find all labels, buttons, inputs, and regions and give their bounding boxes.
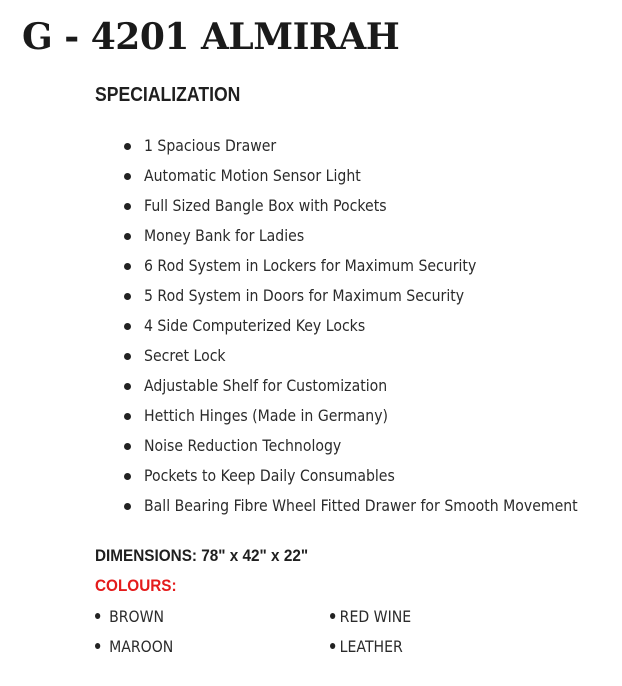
- bullet-icon: [95, 643, 100, 649]
- colour-label: LEATHER: [339, 637, 403, 656]
- list-item: [123, 221, 622, 251]
- colour-label: MAROON: [109, 637, 174, 656]
- colour-label: BROWN: [109, 607, 165, 626]
- feature-label: Hettich Hinges (Made in Germany): [144, 406, 389, 425]
- bullet-icon: [330, 613, 335, 619]
- list-item: [123, 131, 622, 161]
- list-item: [123, 431, 622, 461]
- product-title: G - 4201 ALMIRAH: [22, 16, 400, 58]
- list-item: [123, 251, 622, 281]
- specialization-heading: SPECIALIZATION: [95, 84, 241, 106]
- bullet-icon: [95, 613, 100, 619]
- feature-label: 5 Rod System in Doors for Maximum Security: [144, 286, 465, 305]
- list-item: [123, 461, 622, 491]
- list-item: [123, 401, 622, 431]
- list-item: [123, 491, 622, 521]
- feature-label: 6 Rod System in Lockers for Maximum Security: [144, 256, 477, 275]
- feature-label: Adjustable Shelf for Customization: [144, 376, 388, 395]
- list-item: [123, 281, 622, 311]
- feature-label: 4 Side Computerized Key Locks: [144, 316, 366, 335]
- colour-item-brown: [95, 602, 164, 632]
- colour-item-red-wine: [330, 602, 411, 632]
- feature-label: Pockets to Keep Daily Consumables: [144, 466, 395, 485]
- list-item: [123, 161, 622, 191]
- feature-label: Money Bank for Ladies: [144, 226, 305, 245]
- feature-label: Full Sized Bangle Box with Pockets: [144, 196, 387, 215]
- colour-item-leather: [330, 632, 403, 662]
- list-item: [123, 371, 622, 401]
- colours-heading: COLOURS:: [95, 576, 177, 595]
- features-list: [123, 131, 622, 521]
- list-item: [123, 311, 622, 341]
- colour-label: RED WINE: [339, 607, 412, 626]
- feature-label: Secret Lock: [144, 346, 226, 365]
- feature-label: Ball Bearing Fibre Wheel Fitted Drawer for Smooth Movement: [144, 496, 578, 515]
- list-item: [123, 341, 622, 371]
- colour-item-maroon: [95, 632, 173, 662]
- feature-label: 1 Spacious Drawer: [144, 136, 277, 155]
- feature-label: Noise Reduction Technology: [144, 436, 342, 455]
- list-item: [123, 191, 622, 221]
- dimensions-text: DIMENSIONS: 78" x 42" x 22": [95, 546, 309, 565]
- bullet-icon: [330, 643, 335, 649]
- feature-label: Automatic Motion Sensor Light: [144, 166, 361, 185]
